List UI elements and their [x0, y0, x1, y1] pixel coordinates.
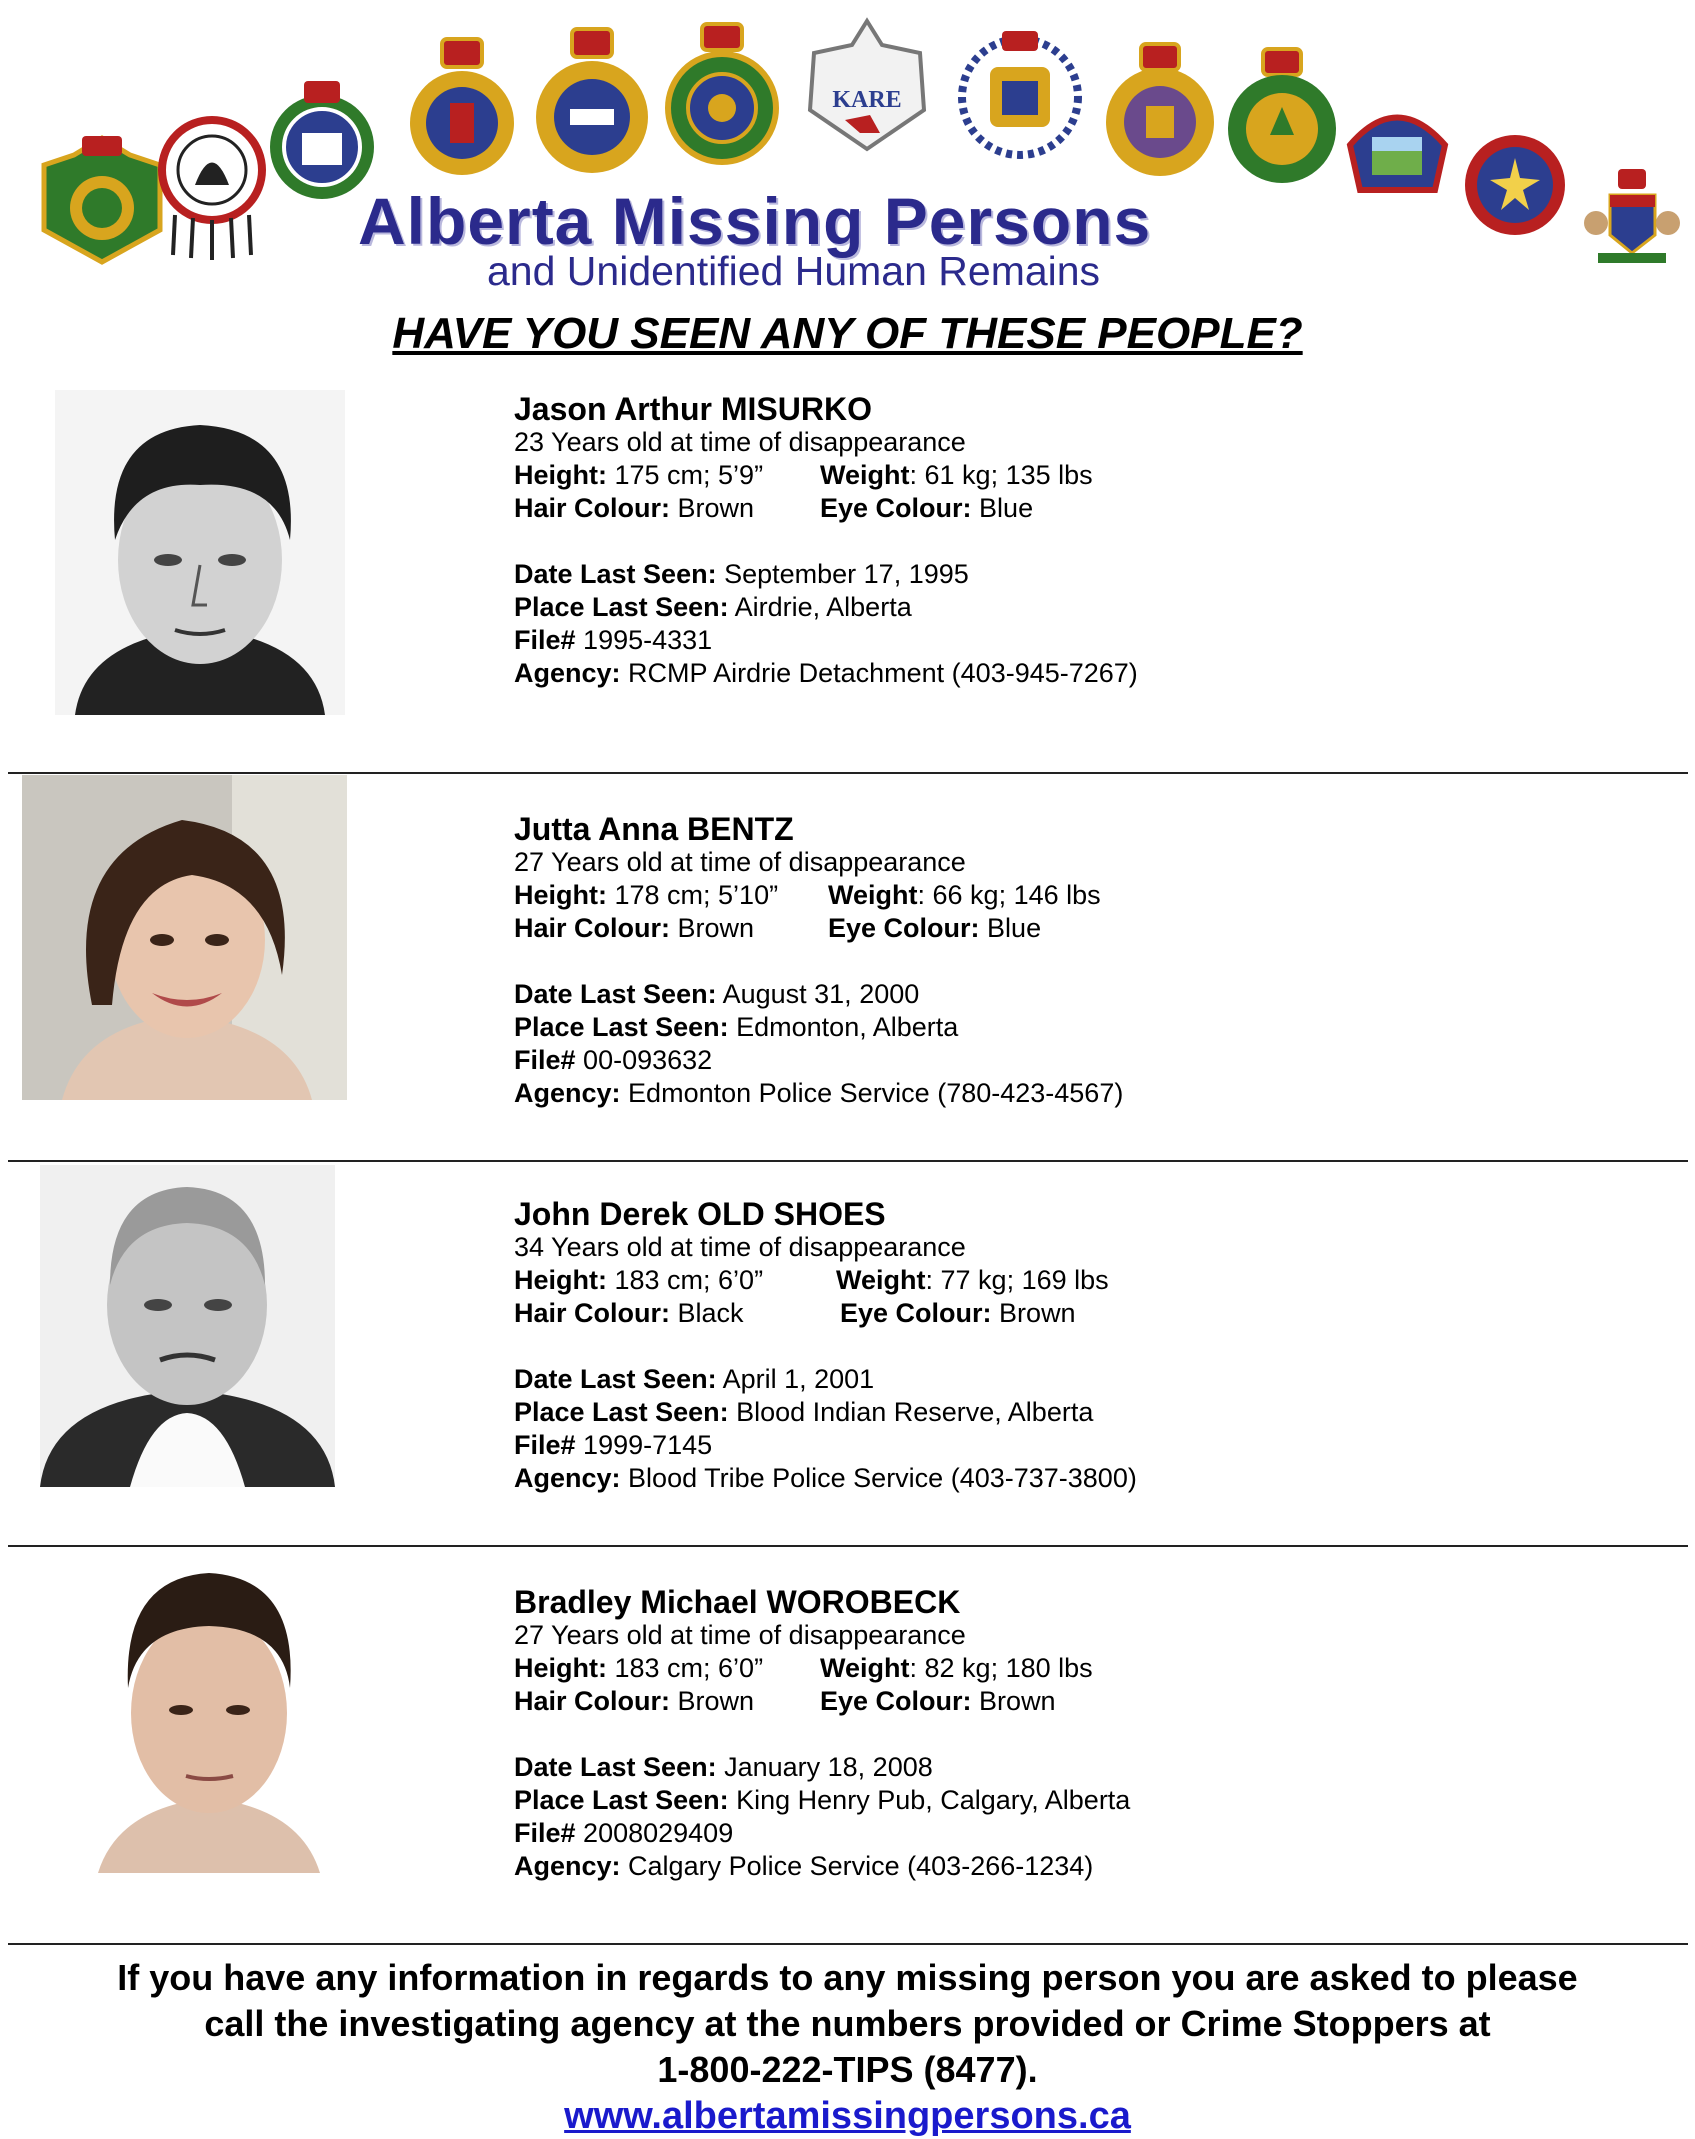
footer — [0, 1955, 1695, 2139]
file-value: 00-093632 — [583, 1045, 713, 1075]
agency-value: Calgary Police Service (403-266-1234) — [628, 1851, 1094, 1881]
date-value: September 17, 1995 — [724, 559, 969, 589]
person-name: Jason Arthur MISURKO — [514, 391, 872, 427]
kare-label: KARE — [832, 87, 902, 113]
footer-phone: 1-800-222-TIPS (8477). — [657, 2049, 1038, 2090]
hair-value: Brown — [677, 1686, 755, 1716]
height-value: 183 cm; 6’0” — [614, 1653, 764, 1683]
divider — [8, 1943, 1688, 1945]
date-value: August 31, 2000 — [722, 979, 920, 1009]
person-age: 23 Years old at time of disappearance — [514, 427, 966, 457]
hair-value: Brown — [677, 913, 755, 943]
rcmp-crest-icon — [660, 20, 785, 170]
person-name: Jutta Anna BENTZ — [514, 811, 794, 847]
police-crest-icon — [950, 25, 1090, 165]
divider — [8, 1160, 1688, 1162]
weight-label: Weight — [820, 1653, 910, 1683]
agency-value: RCMP Airdrie Detachment (403-945-7267) — [628, 658, 1138, 688]
date-value: January 18, 2008 — [724, 1752, 933, 1782]
police-crest-icon — [1220, 45, 1345, 185]
person-photo — [22, 775, 347, 1100]
height-value: 183 cm; 6’0” — [614, 1265, 764, 1295]
footer-line: If you have any information in regards to any missing person you are asked to please — [117, 1957, 1578, 1998]
agency-value: Edmonton Police Service (780-423-4567) — [628, 1078, 1124, 1108]
page-question: HAVE YOU SEEN ANY OF THESE PEOPLE? — [392, 309, 1303, 358]
police-crest-icon — [530, 25, 655, 185]
height-label: Height: — [514, 1653, 607, 1683]
date-label: Date Last Seen: — [514, 1752, 717, 1782]
height-label: Height: — [514, 1265, 607, 1295]
hair-label: Hair Colour: — [514, 1686, 671, 1716]
height-value: 175 cm; 5’9” — [614, 460, 764, 490]
website-link[interactable]: www.albertamissingpersons.ca — [564, 2095, 1131, 2137]
date-label: Date Last Seen: — [514, 979, 717, 1009]
person-info: Jutta Anna BENTZ 27 Years old at time of disappearance Height: 178 cm; 5’10” Weight: 66 kg; 146 lbs Hair Colour: Brown Eye Colour: Blue Date Last Seen: August 31, 2000 Place Last Seen: Edmonton, Alberta File# 00-093632 Agency: Edmonton Police Service (780-423-4567) — [514, 811, 1124, 1108]
place-label: Place Last Seen: — [514, 1012, 729, 1042]
place-value: Blood Indian Reserve, Alberta — [736, 1397, 1094, 1427]
eye-label: Eye Colour: — [820, 1686, 972, 1716]
person-photo — [55, 390, 345, 715]
person-name: John Derek OLD SHOES — [514, 1196, 886, 1232]
weight-label: Weight — [828, 880, 918, 910]
eye-value: Brown — [999, 1298, 1076, 1328]
person-name: Bradley Michael WOROBECK — [514, 1584, 961, 1620]
weight-value: 66 kg; 146 lbs — [932, 880, 1101, 910]
hair-value: Black — [677, 1298, 744, 1328]
file-label: File# — [514, 1430, 576, 1460]
agency-value: Blood Tribe Police Service (403-737-3800) — [628, 1463, 1137, 1493]
person-info: Jason Arthur MISURKO 23 Years old at time of disappearance Height: 175 cm; 5’9” Weight: 61 kg; 135 lbs Hair Colour: Brown Eye Colour: Blue Date Last Seen: September 17, 1995 Place Last Seen: Airdrie, Alberta File# 1995-4331 Agency: RCMP Airdrie Detachment (403-945-7267) — [514, 391, 1138, 688]
weight-label: Weight — [820, 460, 910, 490]
height-label: Height: — [514, 460, 607, 490]
weight-label: Weight — [836, 1265, 926, 1295]
place-value: Edmonton, Alberta — [736, 1012, 959, 1042]
agency-label: Agency: — [514, 1463, 621, 1493]
file-label: File# — [514, 1045, 576, 1075]
eye-value: Brown — [979, 1686, 1056, 1716]
page-subtitle: and Unidentified Human Remains — [487, 248, 1101, 294]
police-crest-icon — [1098, 40, 1223, 180]
police-crest-icon — [1455, 130, 1575, 240]
file-value: 1995-4331 — [583, 625, 713, 655]
file-label: File# — [514, 625, 576, 655]
hair-label: Hair Colour: — [514, 1298, 671, 1328]
divider — [8, 772, 1688, 774]
tribal-police-crest-icon — [155, 110, 270, 260]
agency-label: Agency: — [514, 1078, 621, 1108]
person-photo — [40, 1165, 335, 1487]
eye-label: Eye Colour: — [840, 1298, 992, 1328]
file-value: 1999-7145 — [583, 1430, 713, 1460]
place-label: Place Last Seen: — [514, 1785, 729, 1815]
person-age: 27 Years old at time of disappearance — [514, 1620, 966, 1650]
person-age: 34 Years old at time of disappearance — [514, 1232, 966, 1262]
person-info: John Derek OLD SHOES 34 Years old at time of disappearance Height: 183 cm; 6’0” Weight: 77 kg; 169 lbs Hair Colour: Black Eye Colour: Brown Date Last Seen: April 1, 2001 Place Last Seen: Blood Indian Reserve, Alberta File# 1999-7145 Agency: Blood Tribe Police Service (403-737-3800) — [514, 1196, 1137, 1493]
eye-value: Blue — [979, 493, 1034, 523]
footer-line: call the investigating agency at the numbers provided or Crime Stoppers at — [204, 2003, 1491, 2044]
eye-label: Eye Colour: — [820, 493, 972, 523]
police-crest-icon — [405, 35, 520, 185]
height-label: Height: — [514, 880, 607, 910]
file-value: 2008029409 — [583, 1818, 734, 1848]
place-value: Airdrie, Alberta — [734, 592, 912, 622]
person-info: Bradley Michael WOROBECK 27 Years old at time of disappearance Height: 183 cm; 6’0” Weight: 82 kg; 180 lbs Hair Colour: Brown Eye Colour: Brown Date Last Seen: January 18, 2008 Place Last Seen: King Henry Pub, Calgary, Alberta File# 2008029409 Agency: Calgary Police Service (403-266-1234) — [514, 1584, 1131, 1881]
place-label: Place Last Seen: — [514, 1397, 729, 1427]
police-crest-icon — [1340, 95, 1455, 205]
weight-value: 82 kg; 180 lbs — [924, 1653, 1093, 1683]
page-title: Alberta Missing Persons — [358, 184, 1152, 258]
height-value: 178 cm; 5’10” — [614, 880, 779, 910]
person-age: 27 Years old at time of disappearance — [514, 847, 966, 877]
weight-value: 77 kg; 169 lbs — [940, 1265, 1109, 1295]
file-label: File# — [514, 1818, 576, 1848]
date-value: April 1, 2001 — [722, 1364, 875, 1394]
hair-label: Hair Colour: — [514, 913, 671, 943]
divider — [8, 1545, 1688, 1547]
person-photo — [78, 1548, 340, 1873]
weight-value: 61 kg; 135 lbs — [924, 460, 1093, 490]
kare-crest-icon — [800, 15, 935, 155]
date-label: Date Last Seen: — [514, 1364, 717, 1394]
eye-label: Eye Colour: — [828, 913, 980, 943]
alberta-coat-of-arms-icon — [1580, 165, 1685, 270]
place-label: Place Last Seen: — [514, 592, 729, 622]
hair-label: Hair Colour: — [514, 493, 671, 523]
agency-label: Agency: — [514, 658, 621, 688]
header — [0, 0, 1695, 300]
place-value: King Henry Pub, Calgary, Alberta — [736, 1785, 1131, 1815]
police-crest-icon — [30, 130, 175, 270]
agency-label: Agency: — [514, 1851, 621, 1881]
date-label: Date Last Seen: — [514, 559, 717, 589]
hair-value: Brown — [677, 493, 755, 523]
eye-value: Blue — [987, 913, 1042, 943]
